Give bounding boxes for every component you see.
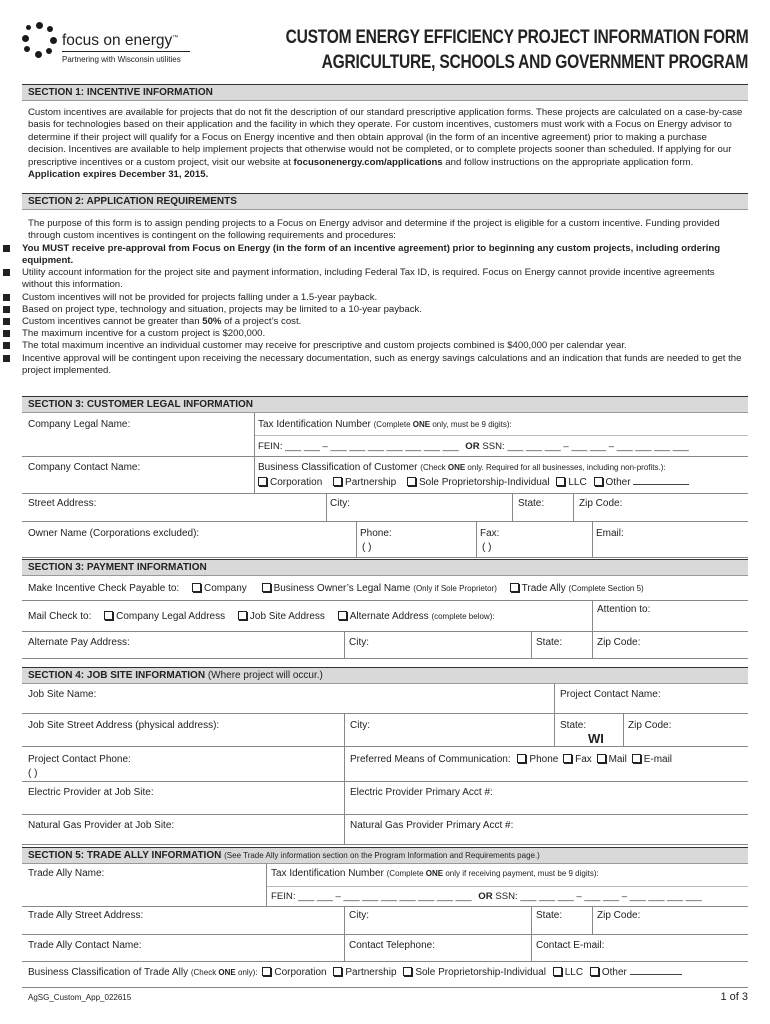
page-number: 1 of 3 xyxy=(720,991,748,1003)
alt-city-field[interactable]: City: xyxy=(349,637,369,648)
phone-area-code: ( ) xyxy=(362,542,372,553)
ta-corporation-checkbox[interactable] xyxy=(262,967,271,976)
job-site-name-field[interactable]: Job Site Name: xyxy=(28,689,97,700)
fax-field[interactable]: Fax: xyxy=(480,528,500,539)
ta-street-field[interactable]: Trade Ally Street Address: xyxy=(28,910,144,921)
list-item: Custom incentives cannot be greater than 50% of a project’s cost. xyxy=(2,316,744,328)
alt-zip-field[interactable]: Zip Code: xyxy=(597,637,641,648)
form-title-line1: CUSTOM ENERGY EFFICIENCY PROJECT INFORMATION FORM xyxy=(285,27,748,48)
list-item: You MUST receive pre-approval from Focus on Energy (in the form of an incentive agreement) prior to beginning any custom projects, including ordering equipment. xyxy=(2,243,744,267)
other-blank[interactable] xyxy=(633,484,689,485)
website-link[interactable]: focusonenergy.com/applications xyxy=(293,156,443,168)
expiry-note: Application expires December 31, 2015. xyxy=(28,169,209,181)
section1-heading: SECTION 1: INCENTIVE INFORMATION xyxy=(22,84,748,101)
mail-legal-address-checkbox[interactable] xyxy=(104,611,113,620)
ta-other-checkbox[interactable] xyxy=(590,967,599,976)
pref-fax-checkbox[interactable] xyxy=(563,754,572,763)
attention-field[interactable]: Attention to: xyxy=(597,604,651,615)
fax-area-code: ( ) xyxy=(482,542,492,553)
ta-zip-field[interactable]: Zip Code: xyxy=(597,910,641,921)
payable-company-checkbox[interactable] xyxy=(192,583,201,592)
phone-field[interactable]: Phone: xyxy=(360,528,392,539)
ta-ssn-field[interactable]: SSN: ___ ___ ___ – ___ ___ – ___ ___ ___ ___ xyxy=(495,891,702,902)
ta-contact-email-field[interactable]: Contact E-mail: xyxy=(536,940,605,951)
payable-label: Make Incentive Check Payable to: xyxy=(28,583,180,594)
ssn-field[interactable]: SSN: ___ ___ ___ – ___ ___ – ___ ___ ___ ___ xyxy=(482,441,689,452)
fein-field[interactable]: FEIN: ___ ___ – ___ ___ ___ ___ ___ ___ ___ xyxy=(258,441,459,452)
sole-prop-checkbox[interactable] xyxy=(407,477,416,486)
ta-sole-prop-checkbox[interactable] xyxy=(403,967,412,976)
ta-partnership-checkbox[interactable] xyxy=(333,967,342,976)
list-item: Custom incentives will not be provided for projects falling under a 1.5-year payback. xyxy=(2,292,744,304)
gas-provider-field[interactable]: Natural Gas Provider at Job Site: xyxy=(28,820,175,831)
section1-text-b: and follow instructions on the appropriate application form. xyxy=(442,156,694,168)
ta-tin-label: Tax Identification Number xyxy=(271,868,384,879)
ta-or-label: OR xyxy=(478,891,493,902)
logo-mark-icon xyxy=(22,22,58,58)
or-label: OR xyxy=(465,441,480,452)
biz-class-label: Business Classification of Customer xyxy=(258,462,418,473)
payment-heading: SECTION 3: PAYMENT INFORMATION xyxy=(22,559,748,576)
form-title-line2: AGRICULTURE, SCHOOLS AND GOVERNMENT PROGRAM xyxy=(321,52,748,73)
logo xyxy=(22,22,192,70)
list-item: Based on project type, technology and situation, projects may be limited to a 10-year payback. xyxy=(2,304,744,316)
section5-heading: SECTION 5: TRADE ALLY INFORMATION (See Trade Ally information section on the Program Information and Requirements page.) xyxy=(22,847,748,864)
list-item: The maximum incentive for a custom project is $200,000. xyxy=(2,328,744,340)
section2-body xyxy=(22,218,744,377)
tin-label: Tax Identification Number xyxy=(258,419,371,430)
company-contact-name-field[interactable]: Company Contact Name: xyxy=(28,462,141,473)
job-site-state-value: WI xyxy=(588,731,604,746)
gas-acct-field[interactable]: Natural Gas Provider Primary Acct #: xyxy=(350,820,514,831)
ta-city-field[interactable]: City: xyxy=(349,910,369,921)
alt-state-field[interactable]: State: xyxy=(536,637,563,648)
llc-checkbox[interactable] xyxy=(556,477,565,486)
company-legal-name-field[interactable]: Company Legal Name: xyxy=(28,419,131,430)
ta-fein-field[interactable]: FEIN: ___ ___ – ___ ___ ___ ___ ___ ___ ___ xyxy=(271,891,472,902)
doc-code: AgSG_Custom_App_022615 xyxy=(28,993,132,1002)
section4-heading: SECTION 4: JOB SITE INFORMATION (Where project will occur.) xyxy=(22,667,748,684)
ta-llc-checkbox[interactable] xyxy=(553,967,562,976)
trade-ally-name-field[interactable]: Trade Ally Name: xyxy=(28,868,105,879)
logo-trademark: ™ xyxy=(172,34,179,41)
corporation-checkbox[interactable] xyxy=(258,477,267,486)
pref-phone-checkbox[interactable] xyxy=(517,754,526,763)
job-site-zip-field[interactable]: Zip Code: xyxy=(628,720,672,731)
section1-body xyxy=(28,107,744,181)
partnership-checkbox[interactable] xyxy=(333,477,342,486)
job-site-city-field[interactable]: City: xyxy=(350,720,370,731)
ta-other-blank[interactable] xyxy=(630,974,682,975)
state-field[interactable]: State: xyxy=(518,498,545,509)
mail-job-site-checkbox[interactable] xyxy=(238,611,247,620)
other-checkbox[interactable] xyxy=(594,477,603,486)
list-item: Incentive approval will be contingent upon receiving the necessary documentation, such as energy savings calculations and an indication that funds are needed to get the project implemented. xyxy=(2,353,744,377)
pref-email-checkbox[interactable] xyxy=(632,754,641,763)
ta-state-field[interactable]: State: xyxy=(536,910,563,921)
project-phone-area-code: ( ) xyxy=(28,768,38,779)
ta-biz-class-label: Business Classification of Trade Ally xyxy=(28,967,189,978)
electric-acct-field[interactable]: Electric Provider Primary Acct #: xyxy=(350,787,493,798)
list-item: The total maximum incentive an individual customer may receive for prescriptive and custom projects combined is $400,000 per calendar year. xyxy=(2,340,744,352)
email-field[interactable]: Email: xyxy=(596,528,624,539)
logo-tagline: Partnering with Wisconsin utilities xyxy=(62,55,181,64)
payable-trade-ally-checkbox[interactable] xyxy=(510,583,519,592)
list-item: Utility account information for the project site and payment information, including Federal Tax ID, is required. Focus on Energy cannot provide incentive agreements without this information. xyxy=(2,267,744,291)
job-site-state-field[interactable]: State: xyxy=(560,720,587,731)
requirements-list xyxy=(2,243,744,377)
project-contact-phone-field[interactable]: Project Contact Phone: xyxy=(28,754,131,765)
mail-alternate-checkbox[interactable] xyxy=(338,611,347,620)
mail-to-label: Mail Check to: xyxy=(28,611,92,622)
section2-intro: The purpose of this form is to assign pending projects to a Focus on Energy advisor and determine if the project is eligible for a custom incentive. Funding provided through custom incentives is contingent on the following requirements and procedures: xyxy=(28,218,720,242)
job-site-street-field[interactable]: Job Site Street Address (physical address): xyxy=(28,720,220,731)
pref-mail-checkbox[interactable] xyxy=(597,754,606,763)
section3-heading: SECTION 3: CUSTOMER LEGAL INFORMATION xyxy=(22,396,748,413)
owner-name-field[interactable]: Owner Name (Corporations excluded): xyxy=(28,528,200,539)
alt-pay-address-field[interactable]: Alternate Pay Address: xyxy=(28,637,130,648)
pref-comm-label: Preferred Means of Communication: xyxy=(350,754,511,765)
ta-contact-name-field[interactable]: Trade Ally Contact Name: xyxy=(28,940,142,951)
zip-field[interactable]: Zip Code: xyxy=(579,498,623,509)
street-address-field[interactable]: Street Address: xyxy=(28,498,97,509)
logo-name: focus on energy xyxy=(62,32,173,49)
payable-owner-checkbox[interactable] xyxy=(262,583,271,592)
project-contact-name-field[interactable]: Project Contact Name: xyxy=(560,689,661,700)
ta-contact-phone-field[interactable]: Contact Telephone: xyxy=(349,940,435,951)
city-field[interactable]: City: xyxy=(330,498,350,509)
section2-heading: SECTION 2: APPLICATION REQUIREMENTS xyxy=(22,193,748,210)
section1-text-a: Custom incentives are available for projects that do not fit the description of our standard prescriptive application forms. These projects are calculated on a case-by-case basis for technologies based on their application and the facility in which they operate. For custom incentives, customers must work with a Focus on Energy advisor to determine if their project will qualify for a Focus on Energy incentive and then obtain approval (in the form of an incentive agreement) prior to making a purchase decision. Incentives are available to help implement projects that otherwise would not be completed, or to complete projects sooner than scheduled. If applying for our prescriptive incentives or a custom project, visit our website at xyxy=(28,107,743,168)
electric-provider-field[interactable]: Electric Provider at Job Site: xyxy=(28,787,154,798)
